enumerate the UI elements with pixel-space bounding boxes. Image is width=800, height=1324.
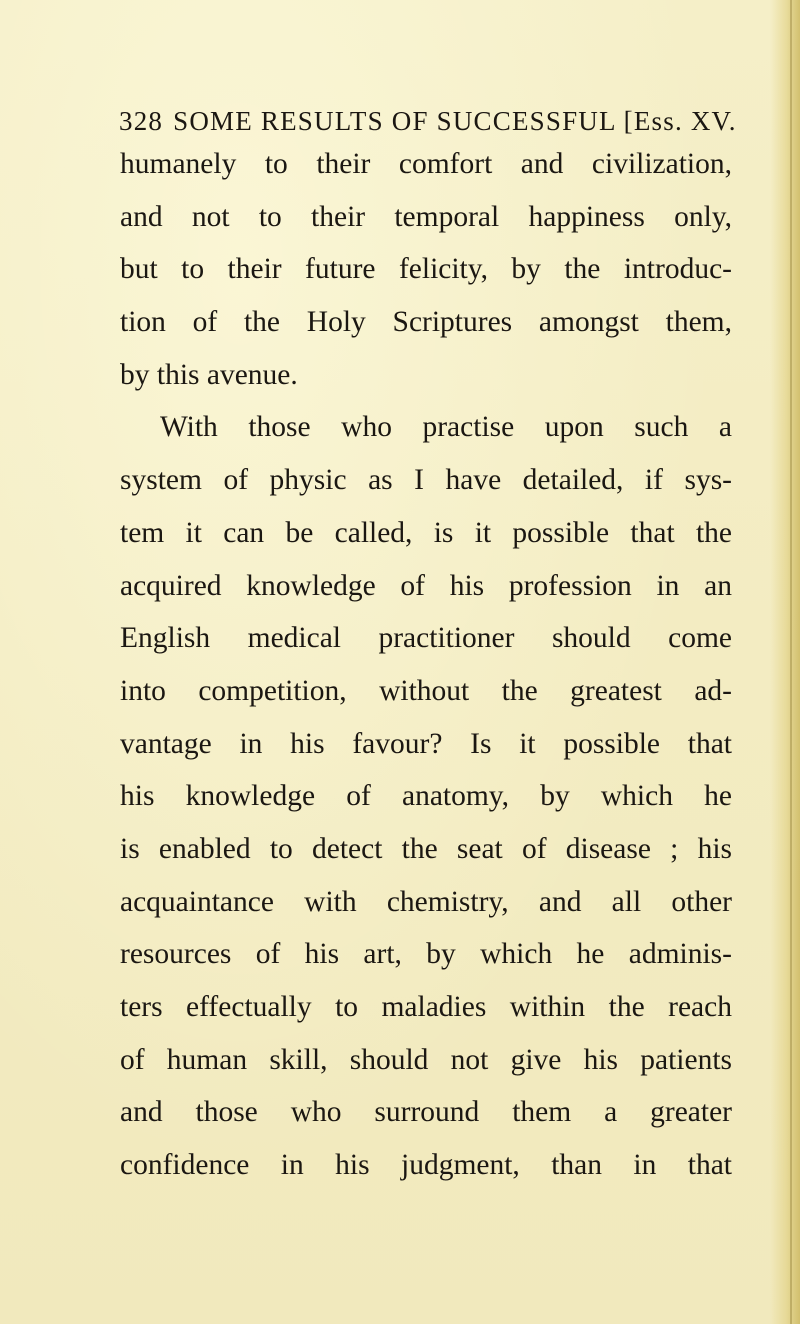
text-line: English medical practitioner should come <box>120 622 732 655</box>
text-line: tem it can be called, is it possible that the <box>120 516 732 549</box>
text-line: acquaintance with chemistry, and all other <box>120 885 732 918</box>
text-line: and not to their temporal happiness only, <box>120 200 732 233</box>
running-title: SOME RESULTS OF SUCCESSFUL [Ess. XV. <box>173 106 737 136</box>
text-line: his knowledge of anatomy, by which he <box>120 780 732 813</box>
text-line: ters effectually to maladies within the reach <box>120 991 732 1023</box>
text-line: by this avenue. <box>120 358 298 391</box>
text-line: humanely to their comfort and civilization, <box>120 148 732 180</box>
text-line: resources of his art, by which he adminis- <box>120 938 732 971</box>
text-line: acquired knowledge of his profession in an <box>120 569 732 602</box>
text-line: is enabled to detect the seat of disease ; his <box>120 832 732 865</box>
text-line: With those who practise upon such a <box>160 411 732 444</box>
page-edge-shadow <box>770 0 800 1324</box>
text-line: vantage in his favour? Is it possible that <box>120 727 732 760</box>
text-line: into competition, without the greatest ad- <box>120 674 732 707</box>
text-line: confidence in his judgment, than in that <box>120 1149 732 1182</box>
text-line: tion of the Holy Scriptures amongst them, <box>120 306 732 339</box>
body-text <box>120 138 732 1192</box>
page-number: 328 <box>119 106 164 136</box>
text-line: but to their future felicity, by the introduc- <box>120 253 732 286</box>
text-line: and those who surround them a greater <box>120 1096 732 1129</box>
page-edge-line <box>790 0 792 1324</box>
text-line: system of physic as I have detailed, if sys- <box>120 464 732 497</box>
running-head <box>119 103 799 139</box>
text-line: of human skill, should not give his patients <box>120 1043 732 1076</box>
